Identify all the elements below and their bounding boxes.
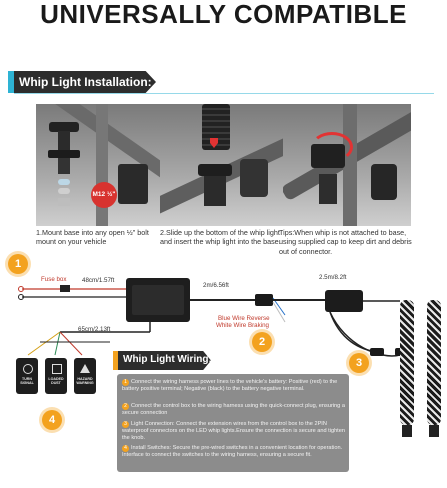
hazard-icon xyxy=(80,364,90,373)
switch-loaded-dust: LOADED DUST xyxy=(45,358,67,394)
wiring-step-2: 2 Connect the control box to the wiring harness using the quick-connect plug, ensuring a secure connection xyxy=(122,403,345,416)
installation-heading: Whip Light Installation: xyxy=(19,75,152,89)
wiring-accent xyxy=(113,351,118,370)
length-2-5m: 2.5m/8.2ft xyxy=(319,274,347,281)
blue-wire-label: Blue Wire Reverse xyxy=(218,315,270,322)
switch-hazard: HAZARD WARNING xyxy=(74,358,96,394)
caption-tips: Tips:When whip is not attached to base, using supplied cap to keep dirt and debris out of connector. xyxy=(279,228,412,256)
fuse-box-label: Fuse box xyxy=(41,276,67,283)
white-wire-label: White Wire Braking xyxy=(216,322,269,329)
marker-2: 2 xyxy=(252,332,272,352)
whip-light-right xyxy=(427,300,441,425)
marker-1: 1 xyxy=(8,254,28,274)
whip-base-right xyxy=(429,425,439,437)
turn-signal-icon xyxy=(23,364,33,374)
length-48cm: 48cm/1.57ft xyxy=(82,277,115,284)
page-title: UNIVERSALLY COMPATIBLE xyxy=(40,0,407,29)
caption-mount: 1.Mount base into any open ½" bolt mount on your vehicle xyxy=(36,228,149,247)
wiring-step-3: 3 Light Connection: Connect the extension wires from the control box to the 2PIN waterproof connectors on the LED whip lights.Ensure the connection is secure and tighten the knob. xyxy=(122,421,345,441)
length-65cm: 65cm/2.13ft xyxy=(78,326,111,333)
whip-light-left xyxy=(400,300,414,425)
whip-base-left xyxy=(402,425,412,437)
switch-turn-signal: TURN SIGNAL xyxy=(16,358,38,394)
wiring-step-1: 1 Connect the wiring harness power lines to the vehicle's battery: Positive (red) to the battery positive terminal; Negative (black) to the battery negative terminal. xyxy=(122,379,338,392)
marker-4: 4 xyxy=(42,410,62,430)
wiring-step-4: 4 Install Switches: Secure the pre-wired switches in a convenient location for operation. Interface to connect the switches to the wiring harness, ensuring a secure fit. xyxy=(122,445,343,458)
length-2m: 2m/6.56ft xyxy=(203,282,229,289)
marker-3: 3 xyxy=(349,353,369,373)
bolt-size-badge: M12 ½" xyxy=(91,182,117,208)
caption-slide: 2.Slide up the bottom of the whip light and insert the whip light into the base. xyxy=(160,228,281,247)
wiring-heading: Whip Light Wiring: xyxy=(123,354,212,365)
light-icon xyxy=(52,364,62,374)
